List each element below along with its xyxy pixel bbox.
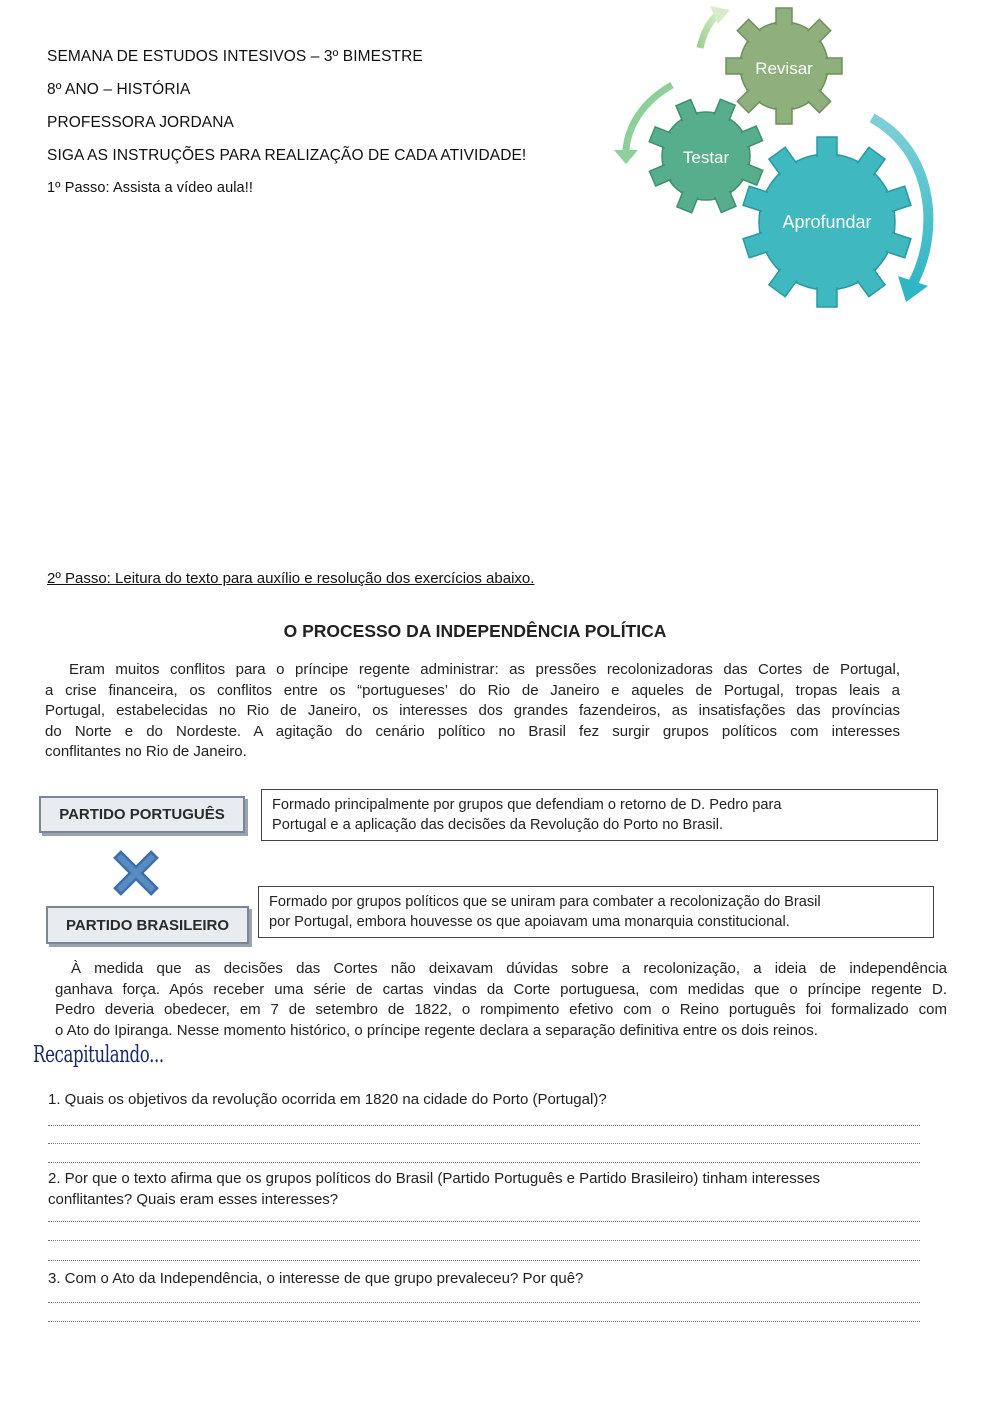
question-1	[48, 1089, 928, 1110]
recap-heading: Recapitulando...	[33, 1042, 164, 1068]
answer-line[interactable]	[48, 1321, 920, 1322]
answer-line[interactable]	[48, 1221, 920, 1222]
description-line: Formado por grupos políticos que se uniram para combater a recolonização do Brasil	[269, 894, 821, 910]
question-line: 2. Por que o texto afirma que os grupos políticos do Brasil (Partido Português e Partido Brasileiro) tinham interesses	[48, 1170, 821, 1187]
partido-portugues-label-text: PARTIDO PORTUGUÊS	[59, 806, 225, 823]
question-line: conflitantes? Quais eram esses interesses?	[48, 1191, 339, 1208]
gear-aprofundar	[743, 137, 911, 307]
versus-x-icon	[113, 850, 159, 896]
description-line: Portugal e a aplicação das decisões da Revolução do Porto no Brasil.	[272, 817, 724, 833]
gear-label-testar: Testar	[682, 148, 730, 167]
paragraph-line: o Ato do Ipiranga. Nesse momento histórico, o príncipe regente declara a separação definitiva entre os dois reinos.	[55, 1021, 818, 1039]
header-line-grade: 8º ANO – HISTÓRIA	[47, 81, 191, 98]
answer-line[interactable]	[48, 1240, 920, 1241]
header-line-week: SEMANA DE ESTUDOS INTESIVOS – 3º BIMESTRE	[47, 48, 423, 65]
paragraph-line: a crise financeira, os conflitos entre os “portugueses’ do Rio de Janeiro e aqueles de Portugal, tropas leais a	[45, 681, 900, 699]
paragraph-line: do Norte e do Nordeste. A agitação do cenário político no Brasil fez surgir grupos políticos com interesses	[45, 722, 900, 740]
partido-portugues-label	[39, 796, 245, 833]
gear-label-revisar: Revisar	[755, 59, 813, 78]
answer-line[interactable]	[48, 1162, 920, 1163]
paragraph-line: Eram muitos conflitos para o príncipe regente administrar: as pressões recolonizadoras das Cortes de Portugal,	[69, 661, 900, 678]
partido-brasileiro-description	[258, 886, 934, 938]
partido-portugues-description	[261, 789, 938, 841]
gear-revisar	[726, 8, 842, 124]
partido-brasileiro-label-text: PARTIDO BRASILEIRO	[65, 916, 230, 934]
paragraph-line: conflitantes no Rio de Janeiro.	[45, 743, 247, 760]
paragraph-line: ganhava força. Após receber uma série de cartas vindas da Corte portuguesa, com medidas que o príncipe regente D.	[55, 980, 947, 998]
gear-label-aprofundar: Aprofundar	[782, 212, 872, 232]
article-paragraph-2	[55, 959, 947, 1041]
question-3	[48, 1268, 928, 1289]
cycle-arrow-left-head	[614, 150, 638, 164]
study-cycle-diagram	[612, 0, 952, 315]
paragraph-line: Portugal, estabelecidas no Rio de Janeiro, os interesses dos grandes fazendeiros, as insatisfações das províncias	[45, 702, 900, 719]
answer-line[interactable]	[48, 1302, 920, 1303]
answer-line[interactable]	[48, 1125, 920, 1126]
partido-brasileiro-label	[46, 906, 249, 944]
question-line: 1. Quais os objetivos da revolução ocorrida em 1820 na cidade do Porto (Portugal)?	[48, 1091, 607, 1108]
answer-line[interactable]	[48, 1260, 920, 1261]
step2-instruction: 2º Passo: Leitura do texto para auxílio e resolução dos exercícios abaixo.	[47, 570, 535, 587]
header-line-instructions: SIGA AS INSTRUÇÕES PARA REALIZAÇÃO DE CADA ATIVIDADE!	[47, 147, 527, 164]
paragraph-line: Pedro deveria obedecer, em 7 de setembro de 1822, o rompimento efetivo com o Reino português foi formalizado com	[55, 1001, 947, 1018]
description-line: por Portugal, embora houvesse os que apoiavam uma monarquia constitucional.	[269, 914, 790, 930]
header-line-teacher: PROFESSORA JORDANA	[47, 114, 234, 131]
question-line: 3. Com o Ato da Independência, o interesse de que grupo prevaleceu? Por quê?	[48, 1270, 584, 1287]
step1-instruction: 1º Passo: Assista a vídeo aula!!	[47, 180, 253, 196]
article-paragraph-1	[45, 660, 900, 763]
question-2	[48, 1168, 928, 1210]
paragraph-line: À medida que as decisões das Cortes não deixavam dúvidas sobre a recolonização, a ideia de independência	[71, 960, 947, 977]
article-title: O PROCESSO DA INDEPENDÊNCIA POLÍTICA	[283, 621, 667, 641]
answer-line[interactable]	[48, 1143, 920, 1144]
description-line: Formado principalmente por grupos que defendiam o retorno de D. Pedro para	[272, 797, 782, 813]
